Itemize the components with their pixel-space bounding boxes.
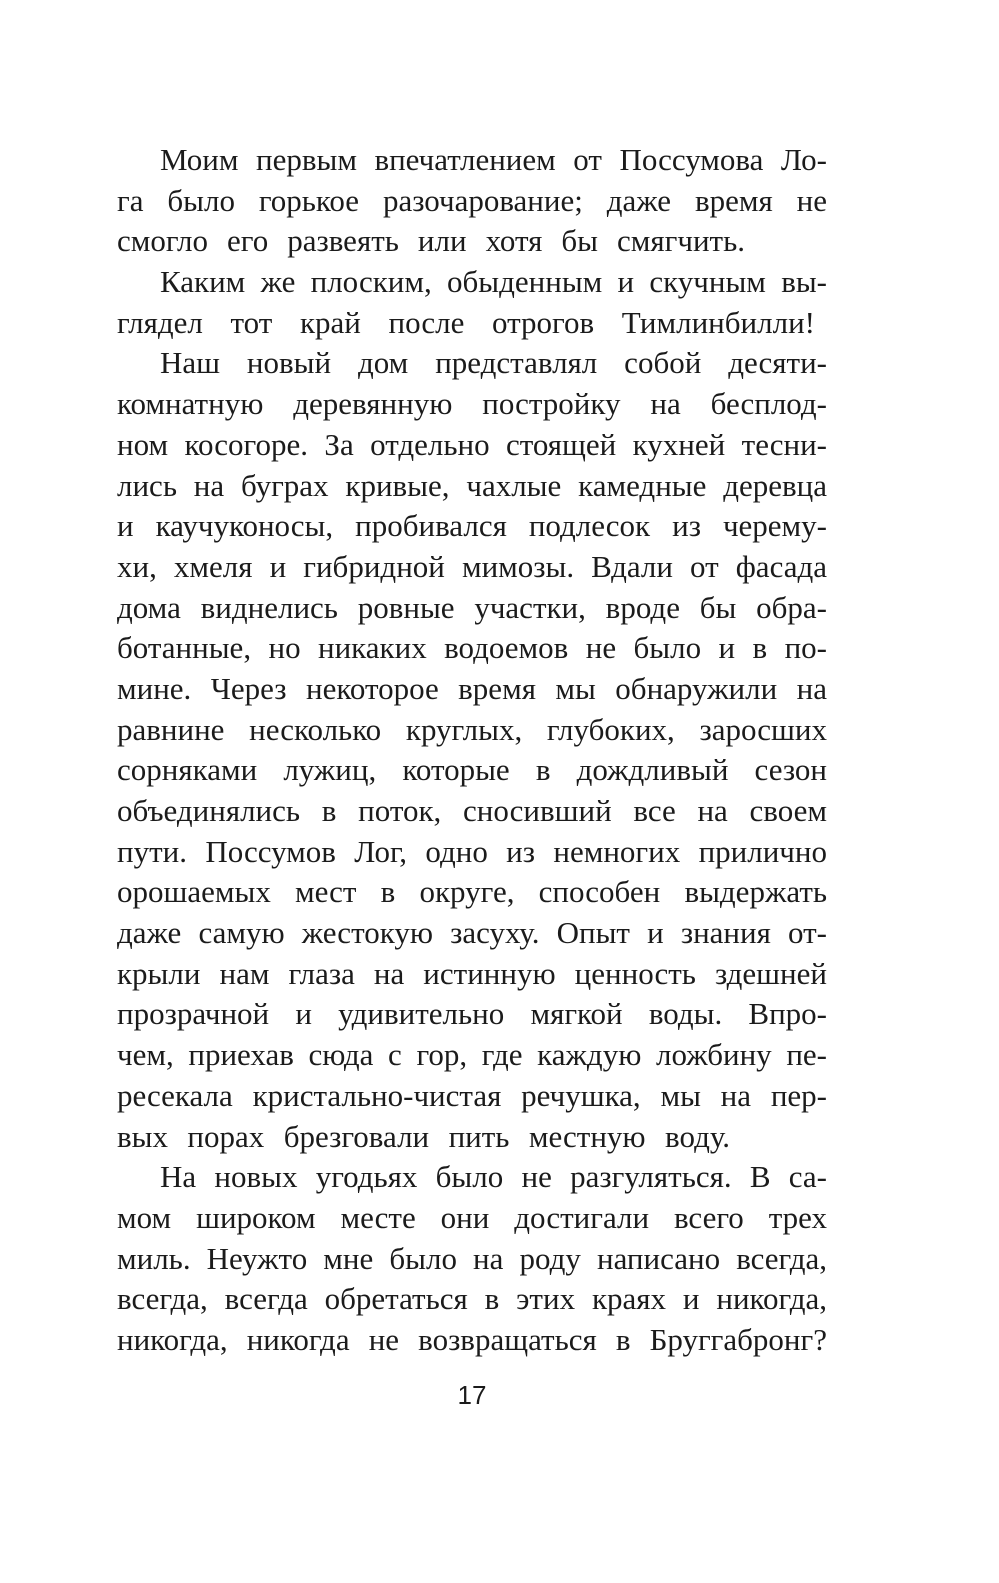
paragraph bbox=[117, 140, 827, 262]
text-line: пути. Поссумов Лог, одно из немногих прилично bbox=[117, 833, 827, 869]
text-line: Моим первым впечатлением от Поссумова Ло- bbox=[160, 142, 827, 177]
text-line: даже самую жестокую засуху. Опыт и знания от- bbox=[117, 915, 827, 951]
text-line: ресекала кристально-чистая речушка, мы на пер- bbox=[117, 1077, 827, 1113]
text-line: дома виднелись ровные участки, вроде бы обра- bbox=[117, 589, 827, 625]
text-line: хи, хмеля и гибридной мимозы. Вдали от фасада bbox=[117, 548, 827, 584]
text-line: чем, приехав сюда с гор, где каждую ложбину пе- bbox=[117, 1037, 827, 1073]
text-line: миль. Неужто мне было на роду написано всегда, bbox=[117, 1240, 827, 1276]
text-line: прозрачной и удивительно мягкой воды. Впро- bbox=[117, 996, 827, 1032]
text-line: никогда, никогда не возвращаться в Бруггабронг? bbox=[117, 1321, 827, 1357]
text-line: крыли нам глаза на истинную ценность здешней bbox=[117, 955, 827, 991]
text-line: и каучуконосы, пробивался подлесок из черему- bbox=[117, 508, 827, 544]
text-line: Наш новый дом представлял собой десяти- bbox=[160, 345, 827, 381]
text-line: глядел тот край после отрогов Тимлинбилли! bbox=[117, 304, 815, 340]
text-line: Каким же плоским, обыденным и скучным вы- bbox=[160, 264, 827, 300]
text-line: мом широком месте они достигали всего трех bbox=[117, 1199, 827, 1235]
text-line: ботанные, но никаких водоемов не было и в по- bbox=[117, 630, 827, 666]
page-text bbox=[117, 140, 827, 1361]
text-line: га было горькое разочарование; даже время не bbox=[117, 182, 827, 218]
text-line: орошаемых мест в округе, способен выдержать bbox=[117, 874, 827, 910]
page-number: 17 bbox=[457, 1380, 487, 1410]
text-line: ном косогоре. За отдельно стоящей кухней тесни- bbox=[117, 426, 827, 462]
text-line: всегда, всегда обретаться в этих краях и никогда, bbox=[117, 1281, 827, 1317]
text-line: равнине несколько круглых, глубоких, заросших bbox=[117, 711, 827, 747]
paragraph bbox=[117, 262, 827, 343]
text-line: объединялись в поток, сносивший все на своем bbox=[117, 793, 827, 828]
text-line: смогло его развеять или хотя бы смягчить. bbox=[117, 223, 745, 259]
text-line: вых порах брезговали пить местную воду. bbox=[117, 1118, 730, 1154]
text-line: сорняками лужиц, которые в дождливый сезон bbox=[117, 752, 827, 788]
paragraph bbox=[117, 343, 827, 1157]
text-line: На новых угодьях было не разгуляться. В са- bbox=[160, 1159, 827, 1195]
paragraph bbox=[117, 1157, 827, 1360]
text-line: комнатную деревянную постройку на бесплод- bbox=[117, 386, 827, 422]
text-line: лись на буграх кривые, чахлые камедные деревца bbox=[117, 467, 827, 503]
text-line: мине. Через некоторое время мы обнаружили на bbox=[117, 670, 827, 706]
